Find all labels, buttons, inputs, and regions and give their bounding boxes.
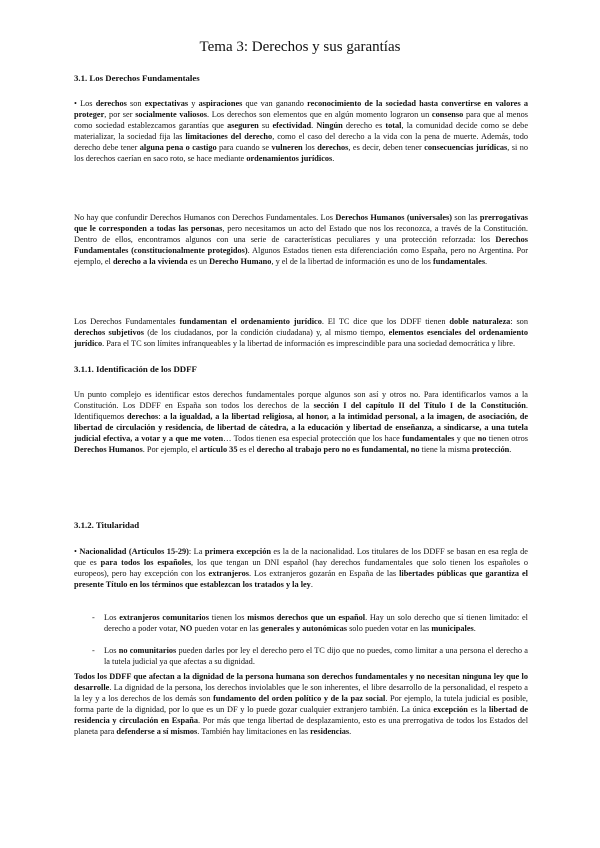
text-run: . [349,727,352,736]
text-run: , la comunidad decide como se debe materializar, la sociedad fija las [74,121,529,141]
text-run: , por ser [104,110,136,119]
bold-text: expectativas [144,99,189,108]
text-run: . Los extranjeros gozarán en España de las [248,569,400,578]
text-run: : [158,412,164,421]
bold-text: protección [472,445,510,454]
bold-text: limitaciones del derecho [185,132,273,141]
bold-text: para todos los españoles [100,558,192,567]
bold-text: fundamento del orden político y de la paz social [213,694,386,703]
bold-text: Derechos Humanos [74,445,143,454]
bold-text: no comunitarios [118,646,177,655]
text-run: . Algunos Estados tienen esta diferenciación como España, pero no Argentina. Por ejemplo, el [74,246,529,266]
bold-text: sección I del capítulo II del Título I de la Constitución [313,401,526,410]
list-item [104,645,528,667]
text-run: tiene la misma [419,445,473,454]
text-run: . [311,121,317,130]
text-run: Los Derechos Fundamentales [74,317,180,326]
bold-text: derechos [127,412,159,421]
bold-text: efectividad [272,121,312,130]
text-run: … Todos tienen esa especial protección que los hace [223,434,403,443]
paragraph [74,389,528,455]
bold-text: consenso [431,110,464,119]
bold-text: no [477,434,487,443]
text-run: y [188,99,199,108]
text-run: Los [104,613,120,622]
text-run: es un [187,257,210,266]
text-run: . [310,580,313,589]
text-run: . El TC dice que los DDFF tienen [321,317,450,326]
text-run: , y el de la libertad de información es uno de los [271,257,433,266]
text-run: solo pueden votar en las [347,624,432,633]
bold-text: total [385,121,402,130]
bold-text: doble naturaleza [449,317,511,326]
text-run: . Identifiquemos [74,401,528,421]
bold-text: ordenamientos jurídicos [246,154,333,163]
bold-text: extranjeros [208,569,249,578]
text-run: , es decir, deben tener [348,143,425,152]
text-run: • [74,547,80,556]
list-bullet: - [92,613,95,622]
bold-text: Derechos Fundamentales (constitucionalmente protegidos) [74,235,528,255]
bold-text: NO [179,624,193,633]
text-run: . Por más que tenga libertad de desplazamiento, esto es una prerrogativa de todos los Estados del planeta para [74,716,528,736]
bold-text: derechos [317,143,349,152]
bold-text: Todos los DDFF que afectan a la dignidad de la persona humana son derechos fundamentales y no necesitan ninguna ley que lo desarrolle [74,672,528,692]
bold-text: Derechos Humanos (universales) [335,213,453,222]
bold-text: municipales [431,624,474,633]
bold-text: alguna pena o castigo [139,143,217,152]
text-run: . Para el TC son límites infranqueables y la libertad de información es imprescindible para una sociedad democrática y libre. [102,339,516,348]
text-run: . [332,154,335,163]
text-run: , como el caso del derecho a la vida con la pena de muerte. Además, todo derecho debe tener [74,132,528,152]
list-item [104,612,528,634]
paragraph [74,671,528,737]
text-run: pueden darles por ley el derecho pero el TC dijo que no puedes, como limitar a una persona el derecho a la tutela judicial ya que afectas a su dignidad. [104,646,528,666]
text-run: Un punto complejo es identificar estos derechos fundamentales porque algunos son así y otros no. Para identificarlos vamos a la Constitución. Los DDFF en España son todos los derechos de la [74,390,528,410]
text-run: para cuando se [216,143,272,152]
bold-text: Ningún [316,121,343,130]
text-run: . Por ejemplo, el [142,445,200,454]
text-run: . Por ejemplo, la tutela judicial es posible, forma parte de la dignidad, por lo que es un DF y lo puede gozar cualquier extranjero también. La única [74,694,529,714]
text-run: No hay que confundir Derechos Humanos con Derechos Fundamentales. Los [74,213,336,222]
bold-text: reconocimiento de la sociedad hasta convertirse en valores a proteger [74,99,529,119]
text-run: , si no los derechos caerían en saco roto, se hace mediante [74,143,529,163]
bold-text: fundamentales [432,257,486,266]
bold-text: elementos esenciales del ordenamiento jurídico [74,328,528,348]
list-bullet: - [92,646,95,655]
bold-text: excepción [433,705,468,714]
bold-text: extranjeros comunitarios [119,613,209,622]
text-run: . Los derechos son elementos que en algún momento lograron un [207,110,432,119]
text-run: tienen los [208,613,248,622]
bold-text: prerrogativas que le corresponden a todas las personas [74,213,529,233]
text-run: . [509,445,512,454]
text-run: . También hay limitaciones en las [197,727,311,736]
bold-text: generales y autonómicas [260,624,347,633]
paragraph [74,316,528,349]
bold-text: Nacionalidad (Artículos 15-29) [79,547,189,556]
bold-text: derechos [95,99,127,108]
text-run: su [258,121,273,130]
page-title: Tema 3: Derechos y sus garantías [199,39,401,55]
text-run: . [473,624,476,633]
bold-text: vulneren [271,143,303,152]
paragraph [74,212,528,267]
text-run: que van ganando [242,99,308,108]
text-run: : La [188,547,205,556]
bold-text: derecho al trabajo pero no es fundamental, no [256,445,420,454]
text-run: es la [467,705,489,714]
bold-text: primera excepción [204,547,271,556]
text-run: son [126,99,145,108]
bold-text: consecuencias jurídicas [424,143,508,152]
text-run: . Hay un solo derecho que sí tienen limitado: el derecho a poder votar, [104,613,528,633]
section-heading: 3.1. Los Derechos Fundamentales [74,73,200,83]
bold-text: artículo 35 [199,445,238,454]
bold-text: mismos derechos que un español [247,613,366,622]
section-heading: 3.1.1. Identificación de los DDFF [74,364,197,374]
text-run: • Los [74,99,96,108]
text-run: los [302,143,318,152]
bold-text: libertades públicas que garantiza el presente Título en los términos que establezcan los tratados y la ley [74,569,528,589]
bold-text: aspiraciones [198,99,243,108]
text-run: , pero necesitamos un acto del Estado que nos los reconozca, a través de la Constitución. Dentro de ellos, encontramos algunos con una serie de características peculiares y una protección reforzada: los [74,224,528,244]
text-run: Los [104,646,119,655]
bold-text: a la igualdad, a la libertad religiosa, al honor, a la intimidad personal, a la imagen, de asociación, de libertad de circulación y residencia, de libertad de cátedra, a la educación y libertad de enseñanza, a sindicarse, a una tutela judicial efectiva, a votar y a que me voten [74,412,528,443]
text-run: . La dignidad de la persona, los derechos inviolables que le son inherentes, el libre desarrollo de la personalidad, el respeto a la ley y a los derechos de los demás son [74,683,528,703]
text-run: es el [237,445,257,454]
bold-text: fundamentales [402,434,455,443]
bold-text: libertad de residencia y circulación en España [74,705,528,725]
paragraph [74,98,528,164]
text-run: . [485,257,488,266]
text-run: pueden votar en las [192,624,261,633]
bold-text: derechos subjetivos [74,328,144,337]
paragraph [74,546,528,590]
bold-text: defenderse a sí mismos [116,727,198,736]
bold-text: socialmente valiosos [135,110,208,119]
bold-text: derecho a la vivienda [112,257,188,266]
text-run: son las [452,213,480,222]
text-run: (de los ciudadanos, por la condición ciudadana) y, al mismo tiempo, [143,328,389,337]
text-run: tienen otros [486,434,528,443]
text-run: : son [510,317,528,326]
bold-text: fundamentan el ordenamiento jurídico [179,317,322,326]
bold-text: residencias [310,727,350,736]
text-run: es la de la nacionalidad. Los titulares de los DDFF se basan en esa regla de que es [74,547,528,567]
section-heading: 3.1.2. Titularidad [74,520,140,530]
text-run: , los que tengan un DNI español (hay derechos fundamentales que solo tienen los españoles o europeos), pero hay excepción con los [74,558,528,578]
text-run: y que [454,434,478,443]
bold-text: Derecho Humano [209,257,272,266]
bold-text: aseguren [227,121,259,130]
text-run: derecho es [342,121,386,130]
text-run: para que al menos como sociedad establezcamos garantías que [74,110,528,130]
